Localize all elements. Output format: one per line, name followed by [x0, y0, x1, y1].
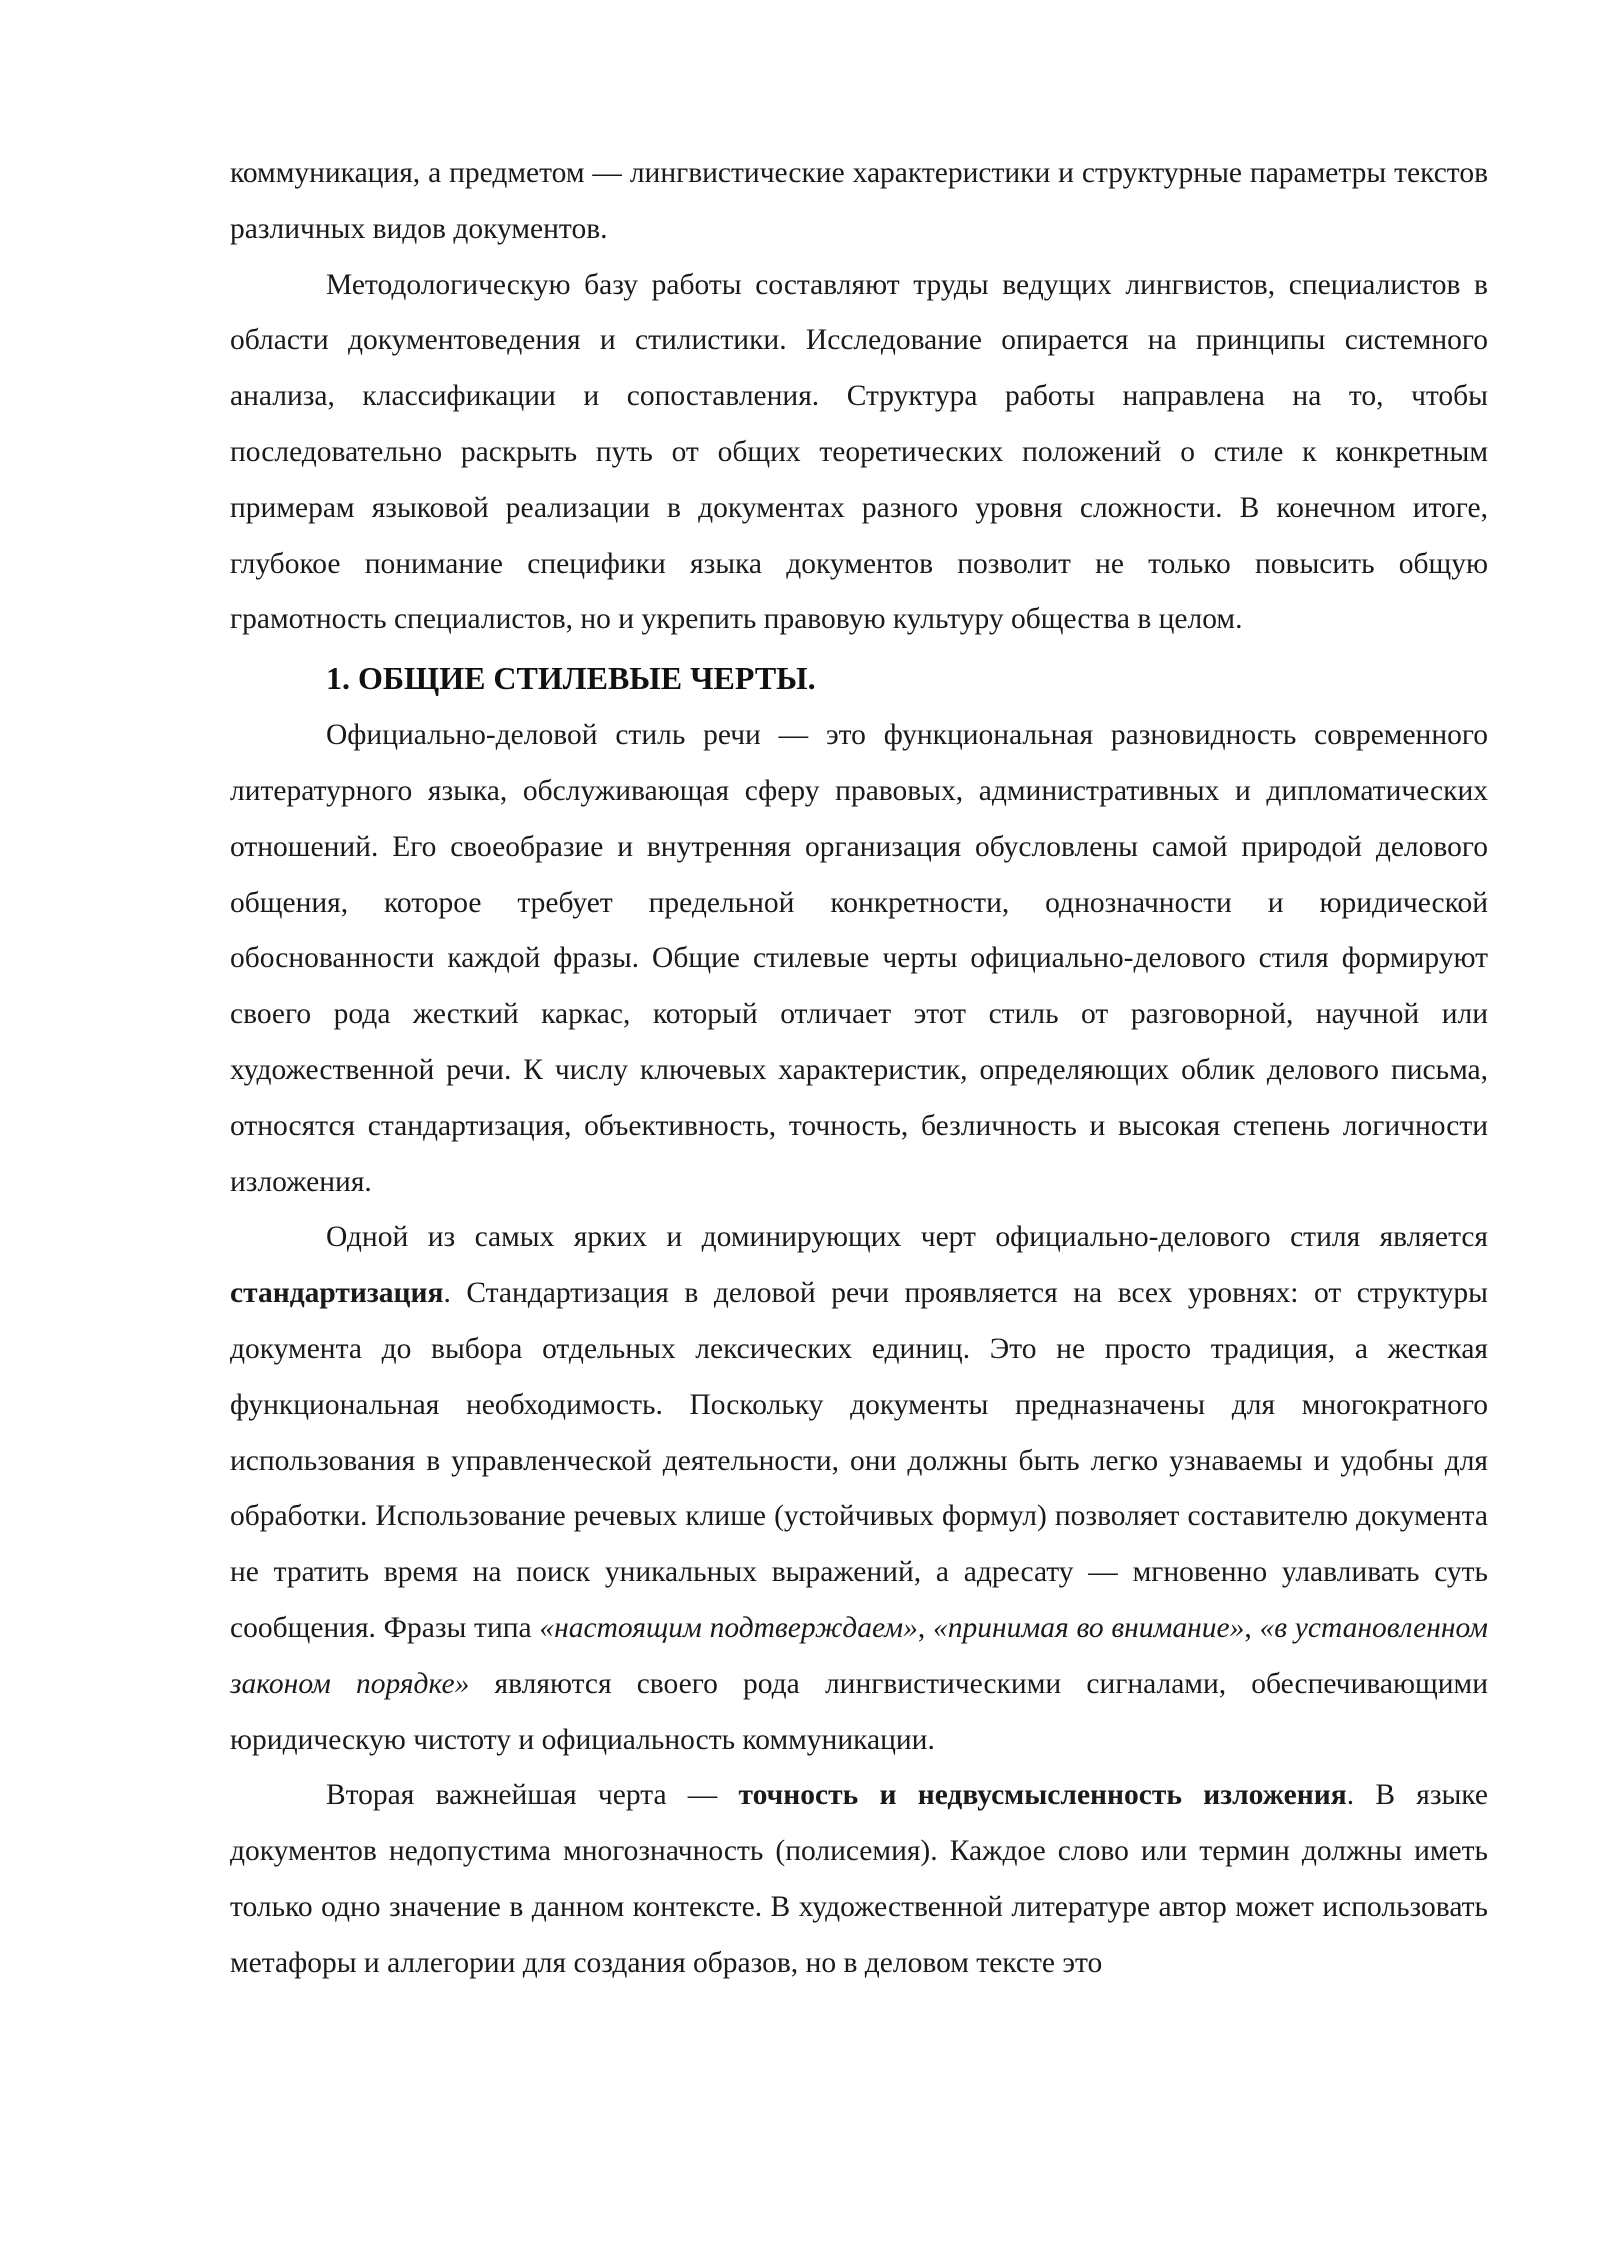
text-run: . Стандартизация в деловой речи проявляется на всех уровнях: от структуры документа до выбора отдельных лексических единиц. Это не просто традиция, а жесткая функциональная необходимость. Поскольку документы предназначены для многократного использования в управленческой деятельности, они должны быть легко узнаваемы и удобны для обработки. Использование речевых клише (устойчивых формул) позволяет составителю документа не тратить время на поиск уникальных выражений, а адресату — мгновенно улавливать суть сообщения. Фразы типа	[230, 1277, 1488, 1644]
text-run: . В языке документов недопустима многозначность (полисемия). Каждое слово или термин должны иметь только одно значение в данном контексте. В художественной литературе автор может использовать метафоры и аллегории для создания образов, но в деловом тексте это	[230, 1779, 1488, 1979]
paragraph-methodology: Методологическую базу работы составляют труды ведущих лингвистов, специалистов в области документоведения и стилистики. Исследование опирается на принципы системного анализа, классификации и сопоставления. Структура работы направлена на то, чтобы последовательно раскрыть путь от общих теоретических положений о стиле к конкретным примерам языковой реализации в документах разного уровня сложности. В конечном итоге, глубокое понимание специфики языка документов позволит не только повысить общую грамотность специалистов, но и укрепить правовую культуру общества в целом.	[230, 268, 1488, 636]
italic-phrase: «принимая во внимание»	[933, 1611, 1245, 1644]
paragraph-object-subject: коммуникация, а предметом — лингвистические характеристики и структурные параметры текстов различных видов документов.	[230, 157, 1488, 245]
text-run: ,	[1244, 1611, 1260, 1644]
paragraph-precision	[230, 1768, 1488, 1991]
paragraph-standardization	[230, 1210, 1488, 1768]
italic-phrase: «настоящим подтверждаем»	[539, 1611, 918, 1644]
text-run: являются своего рода лингвистическими сигналами, обеспечивающими юридическую чистоту и официальность коммуникации.	[230, 1667, 1489, 1756]
document-body	[230, 146, 1488, 1992]
section-heading: 1. ОБЩИЕ СТИЛЕВЫЕ ЧЕРТЫ.	[326, 660, 816, 697]
text-run: ,	[917, 1611, 934, 1644]
italic-phrase: «в установленном законом порядке»	[230, 1611, 1488, 1700]
text-run: Одной из самых ярких и доминирующих черт официально-делового стиля является	[326, 1221, 1488, 1254]
paragraph-style-definition: Официально-деловой стиль речи — это функциональная разновидность современного литературного языка, обслуживающая сферу правовых, административных и дипломатических отношений. Его своеобразие и внутренняя организация обусловлены самой природой делового общения, которое требует предельной конкретности, однозначности и юридической обоснованности каждой фразы. Общие стилевые черты официально-делового стиля формируют своего рода жесткий каркас, который отличает этот стиль от разговорной, научной или художественной речи. К числу ключевых характеристик, определяющих облик делового письма, относятся стандартизация, объективность, точность, безличность и высокая степень логичности изложения.	[230, 719, 1488, 1198]
bold-term-standardization: стандартизация	[230, 1277, 444, 1310]
text-run: Вторая важнейшая черта —	[326, 1779, 739, 1812]
bold-term-precision: точность и недвусмысленность изложения	[738, 1779, 1347, 1812]
